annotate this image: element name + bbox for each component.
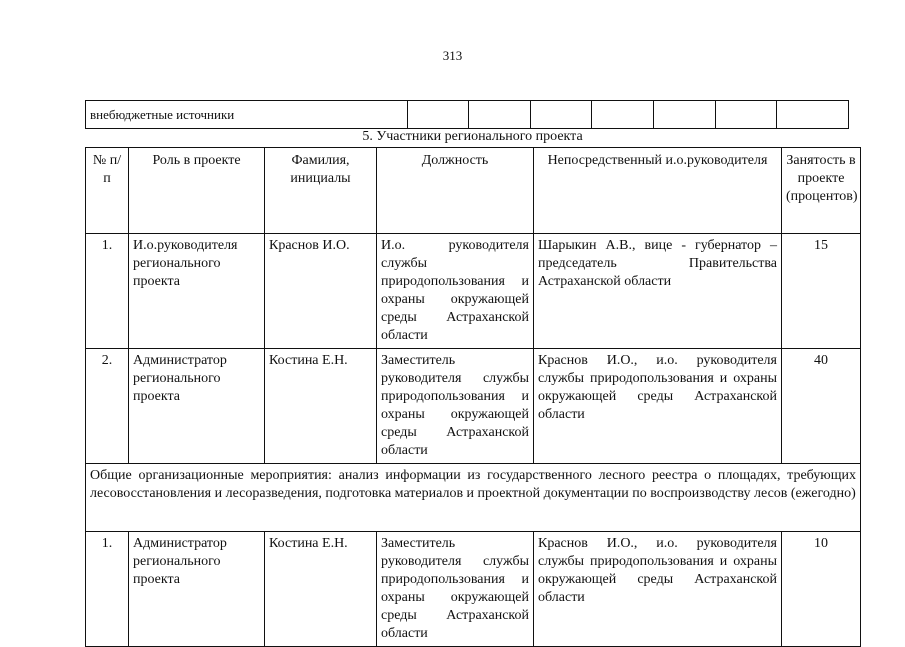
row-manager: Краснов И.О., и.о. руководителя службы природопользования и охраны окружающей среды Астраханской области	[534, 349, 782, 464]
empty-cell	[531, 101, 592, 129]
row-num: 2.	[86, 349, 129, 464]
row-role: И.о.руководителя регионального проекта	[129, 234, 265, 349]
budget-sources-label: внебюджетные источники	[86, 101, 408, 129]
header-role: Роль в проекте	[129, 148, 265, 234]
general-activity-text: Общие организационные мероприятия: анализ информации из государственного лесного реестра о площадях, требующих лесовосстановления и лесоразведения, подготовка материалов и проектной документации по воспроизводству лесов (ежегодно)	[86, 464, 861, 532]
table-row	[86, 234, 861, 349]
empty-cell	[592, 101, 654, 129]
row-role: Администратор регионального проекта	[129, 349, 265, 464]
header-num: № п/п	[86, 148, 129, 234]
participants-table	[85, 147, 861, 647]
header-manager: Непосредственный и.о.руководителя	[534, 148, 782, 234]
header-position: Должность	[377, 148, 534, 234]
empty-cell	[654, 101, 716, 129]
row-position: И.о. руководителя службы природопользования и охраны окружающей среды Астраханской области	[377, 234, 534, 349]
table-row	[86, 464, 861, 532]
row-manager: Краснов И.О., и.о. руководителя службы природопользования и охраны окружающей среды Астраханской области	[534, 532, 782, 647]
empty-cell	[777, 101, 849, 129]
row-manager: Шарыкин А.В., вице - губернатор – председатель Правительства Астраханской области	[534, 234, 782, 349]
table-row	[86, 532, 861, 647]
row-num: 1.	[86, 234, 129, 349]
section-title: 5. Участники регионального проекта	[362, 129, 583, 144]
row-name: Костина Е.Н.	[265, 532, 377, 647]
empty-cell	[469, 101, 531, 129]
header-occupancy: Занятость в проекте (процентов)	[782, 148, 861, 234]
table-header-row	[86, 148, 861, 234]
row-occupancy: 10	[782, 532, 861, 647]
empty-cell	[716, 101, 777, 129]
table-row	[86, 101, 849, 129]
header-name: Фамилия, инициалы	[265, 148, 377, 234]
row-position: Заместитель руководителя службы природопользования и охраны окружающей среды Астраханской области	[377, 349, 534, 464]
row-occupancy: 15	[782, 234, 861, 349]
table-row	[86, 349, 861, 464]
row-position: Заместитель руководителя службы природопользования и охраны окружающей среды Астраханской области	[377, 532, 534, 647]
row-occupancy: 40	[782, 349, 861, 464]
budget-sources-table	[85, 100, 849, 129]
row-num: 1.	[86, 532, 129, 647]
empty-cell	[408, 101, 469, 129]
row-role: Администратор регионального проекта	[129, 532, 265, 647]
row-name: Костина Е.Н.	[265, 349, 377, 464]
page-number: 313	[442, 48, 463, 63]
row-name: Краснов И.О.	[265, 234, 377, 349]
